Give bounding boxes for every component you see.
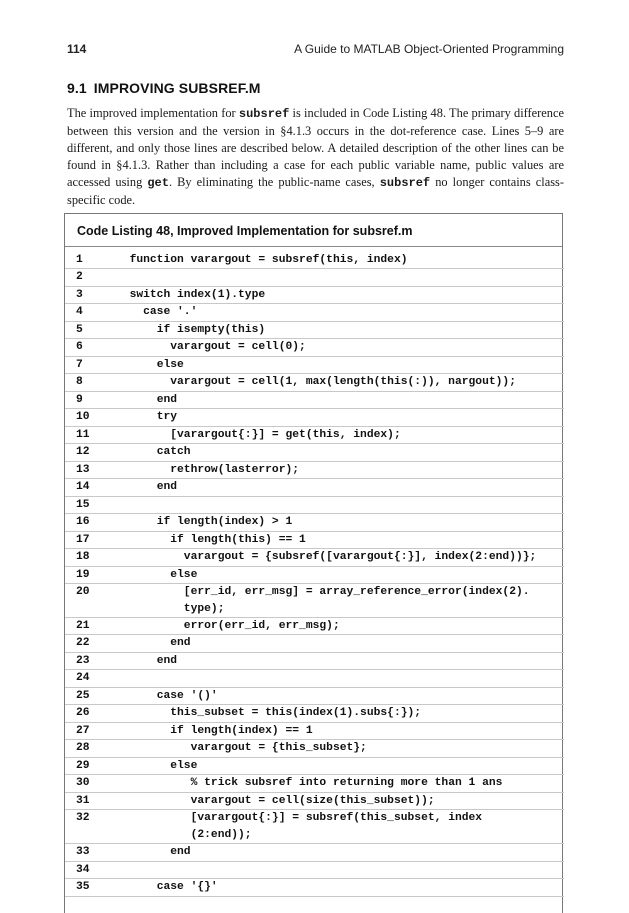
code-line xyxy=(65,740,564,757)
code-text: varargout = cell(1, max(length(this(:)), nargout)); xyxy=(116,376,516,389)
line-number: 14 xyxy=(76,481,90,494)
code-line xyxy=(65,444,564,461)
code-line xyxy=(65,793,564,810)
code-listing-box xyxy=(64,213,563,913)
code-line xyxy=(65,322,564,339)
line-number: 6 xyxy=(76,341,83,354)
code-text: varargout = cell(0); xyxy=(116,341,306,354)
code-line xyxy=(65,879,564,896)
line-number: 20 xyxy=(76,586,90,599)
code-text: this_subset = this(index(1).subs{:}); xyxy=(116,707,422,720)
code-text: if length(this) == 1 xyxy=(116,533,306,546)
code-line xyxy=(65,670,564,687)
code-text: % trick subsref into returning more than 1 ans xyxy=(116,777,503,790)
code-text: varargout = {subsref([varargout{:}], index(2:end))}; xyxy=(116,551,537,564)
code-line xyxy=(65,723,564,740)
line-number: 1 xyxy=(76,254,83,266)
book-title: A Guide to MATLAB Object-Oriented Programming xyxy=(294,42,564,56)
code-line xyxy=(65,775,564,792)
inline-code-subsref-2: subsref xyxy=(379,176,431,191)
inline-code-get: get xyxy=(147,176,169,191)
listing-divider xyxy=(65,246,562,247)
code-text: [err_id, err_msg] = array_reference_error(index(2). type); xyxy=(183,586,530,615)
code-text: if length(index) == 1 xyxy=(116,724,313,737)
code-line xyxy=(65,618,564,635)
code-line xyxy=(65,549,564,566)
line-number: 3 xyxy=(76,288,83,301)
code-line xyxy=(65,653,564,670)
inline-code-subsref: subsref xyxy=(238,107,290,121)
line-number: 32 xyxy=(76,812,90,825)
code-line xyxy=(65,479,564,496)
line-number: 23 xyxy=(76,654,90,667)
code-line xyxy=(65,357,564,374)
code-line xyxy=(65,584,564,618)
line-number: 11 xyxy=(76,428,90,441)
code-text: else xyxy=(116,759,198,772)
line-number: 19 xyxy=(76,568,90,581)
line-number: 28 xyxy=(76,742,90,755)
line-number: 5 xyxy=(76,323,83,336)
line-number: 2 xyxy=(76,271,83,284)
code-text: end xyxy=(116,481,178,494)
section-heading xyxy=(67,80,261,96)
line-number: 33 xyxy=(76,846,90,859)
code-line xyxy=(65,252,564,269)
paragraph-text-1: The improved implementation for xyxy=(67,106,239,120)
line-number: 31 xyxy=(76,794,90,807)
code-line xyxy=(65,705,564,722)
code-text: case '()' xyxy=(116,689,218,702)
line-number: 34 xyxy=(76,863,90,876)
code-text: if isempty(this) xyxy=(116,323,266,336)
line-number: 4 xyxy=(76,306,83,319)
line-number: 35 xyxy=(76,881,90,894)
code-text: end xyxy=(116,846,191,859)
code-text: catch xyxy=(116,446,191,459)
section-number: 9.1 xyxy=(67,80,87,96)
line-number: 18 xyxy=(76,551,90,564)
paragraph-text-2: is included in Code Listing 48. The primary difference between this version and the version in §4.1.3 occurs in the dot-reference case. Lines 5–9 are different, and only those lines are described below. A detailed description of the other lines can be found in §4.1.3. Rather than including a case for each public variable name, public values are accessed using xyxy=(67,106,564,190)
code-line xyxy=(65,339,564,356)
code-text: else xyxy=(116,568,198,581)
body-paragraph xyxy=(67,105,564,210)
code-text: error(err_id, err_msg); xyxy=(116,619,340,632)
code-line xyxy=(65,497,564,514)
code-line xyxy=(65,862,564,879)
code-line xyxy=(65,269,564,286)
line-number: 9 xyxy=(76,393,83,406)
code-text: [varargout{:}] = subsref(this_subset, index (2:end)); xyxy=(190,812,483,841)
code-text: else xyxy=(116,358,184,371)
code-line xyxy=(65,514,564,531)
line-number: 7 xyxy=(76,358,83,371)
section-title-text: IMPROVING SUBSREF.M xyxy=(93,80,261,96)
line-number: 25 xyxy=(76,689,90,702)
code-text: varargout = {this_subset}; xyxy=(116,742,367,755)
code-line xyxy=(65,567,564,584)
code-text: end xyxy=(116,637,191,650)
code-line xyxy=(65,374,564,391)
line-number: 17 xyxy=(76,533,90,546)
paragraph-text-3: . By eliminating the public-name cases, xyxy=(168,175,380,190)
code-line xyxy=(65,462,564,479)
code-line xyxy=(65,758,564,775)
line-number: 30 xyxy=(76,777,90,790)
line-number: 13 xyxy=(76,463,90,476)
code-text: end xyxy=(116,654,178,667)
line-number: 8 xyxy=(76,376,83,389)
line-number: 26 xyxy=(76,707,90,720)
code-line xyxy=(65,532,564,549)
code-text: end xyxy=(116,393,178,406)
line-number: 10 xyxy=(76,411,90,424)
code-line xyxy=(65,688,564,705)
code-line xyxy=(65,844,564,861)
line-number: 21 xyxy=(76,619,90,632)
line-number: 22 xyxy=(76,637,90,650)
code-text: [varargout{:}] = get(this, index); xyxy=(116,428,401,441)
code-line xyxy=(65,635,564,652)
line-number: 24 xyxy=(76,672,90,685)
code-text: varargout = cell(size(this_subset)); xyxy=(116,794,435,807)
code-line xyxy=(65,810,564,844)
code-text: rethrow(lasterror); xyxy=(116,463,300,476)
code-text: try xyxy=(116,411,178,424)
code-text: case '.' xyxy=(116,306,198,319)
line-number: 15 xyxy=(76,498,90,511)
code-text: function varargout = subsref(this, index) xyxy=(116,254,408,266)
code-text: if length(index) > 1 xyxy=(116,516,293,529)
code-line xyxy=(65,427,564,444)
code-line xyxy=(65,304,564,321)
line-number: 29 xyxy=(76,759,90,772)
paragraph-text-4: no longer contains class-specific code. xyxy=(67,175,564,208)
code-line xyxy=(65,409,564,426)
code-listing-title: Code Listing 48, Improved Implementation for subsref.m xyxy=(77,224,413,238)
line-number: 27 xyxy=(76,724,90,737)
line-number: 16 xyxy=(76,516,90,529)
page-number: 114 xyxy=(67,42,87,56)
code-text: switch index(1).type xyxy=(116,288,266,301)
line-number: 12 xyxy=(76,446,90,459)
code-line xyxy=(65,392,564,409)
code-text: case '{}' xyxy=(116,881,218,894)
code-lines xyxy=(65,252,564,897)
code-line xyxy=(65,287,564,304)
